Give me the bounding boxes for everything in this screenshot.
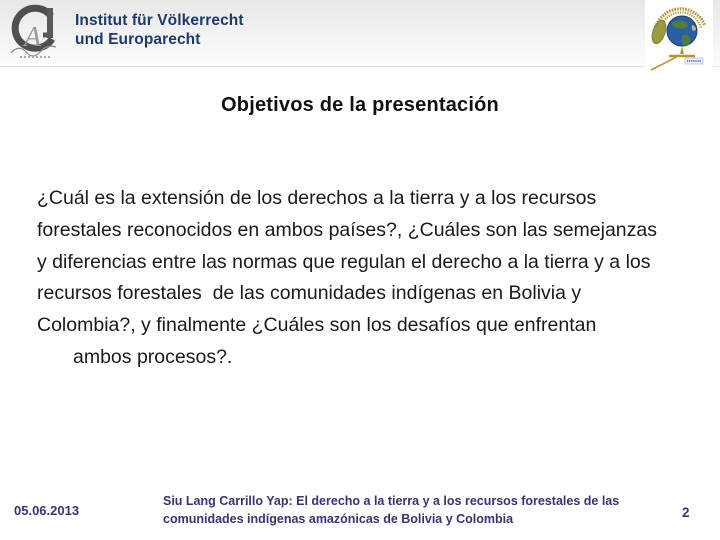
body-line: Colombia?, y finalmente ¿Cuáles son los desafíos que enfrentan [37,314,597,337]
body-line: y diferencias entre las normas que regulan el derecho a la tierra y a los [37,250,651,273]
globe-leaf-award-logo [645,0,713,74]
body-line: forestales reconocidos en ambos países?, ¿Cuáles son las semejanzas [37,218,657,241]
institute-name [75,11,244,49]
slide-title: Objetivos de la presentación [221,94,499,116]
page-number: 2 [682,505,690,520]
institute-name-line1: Institut für Völkerrecht [75,12,244,29]
body-line: recursos forestales de las comunidades indígenas en Bolivia y [37,282,582,305]
footer-citation [163,492,623,528]
footer-citation-line2: comunidades indígenas amazónicas de Bolivia y Colombia [163,512,514,526]
footer-date: 05.06.2013 [14,503,80,518]
body-line: ambos procesos?. [73,345,233,368]
globe-leaf-icon [645,0,713,74]
body-line: ¿Cuál es la extensión de los derechos a la tierra y a los recursos [37,187,597,209]
slide-header [0,0,720,67]
institute-name-line2: und Europarecht [75,31,201,48]
footer-citation-line1: Siu Lang Carrillo Yap: El derecho a la tierra y a los recursos forestales de las [163,494,620,508]
slide-body [37,183,692,374]
institute-monogram-logo [7,3,65,63]
svg-text:A: A [24,22,42,53]
